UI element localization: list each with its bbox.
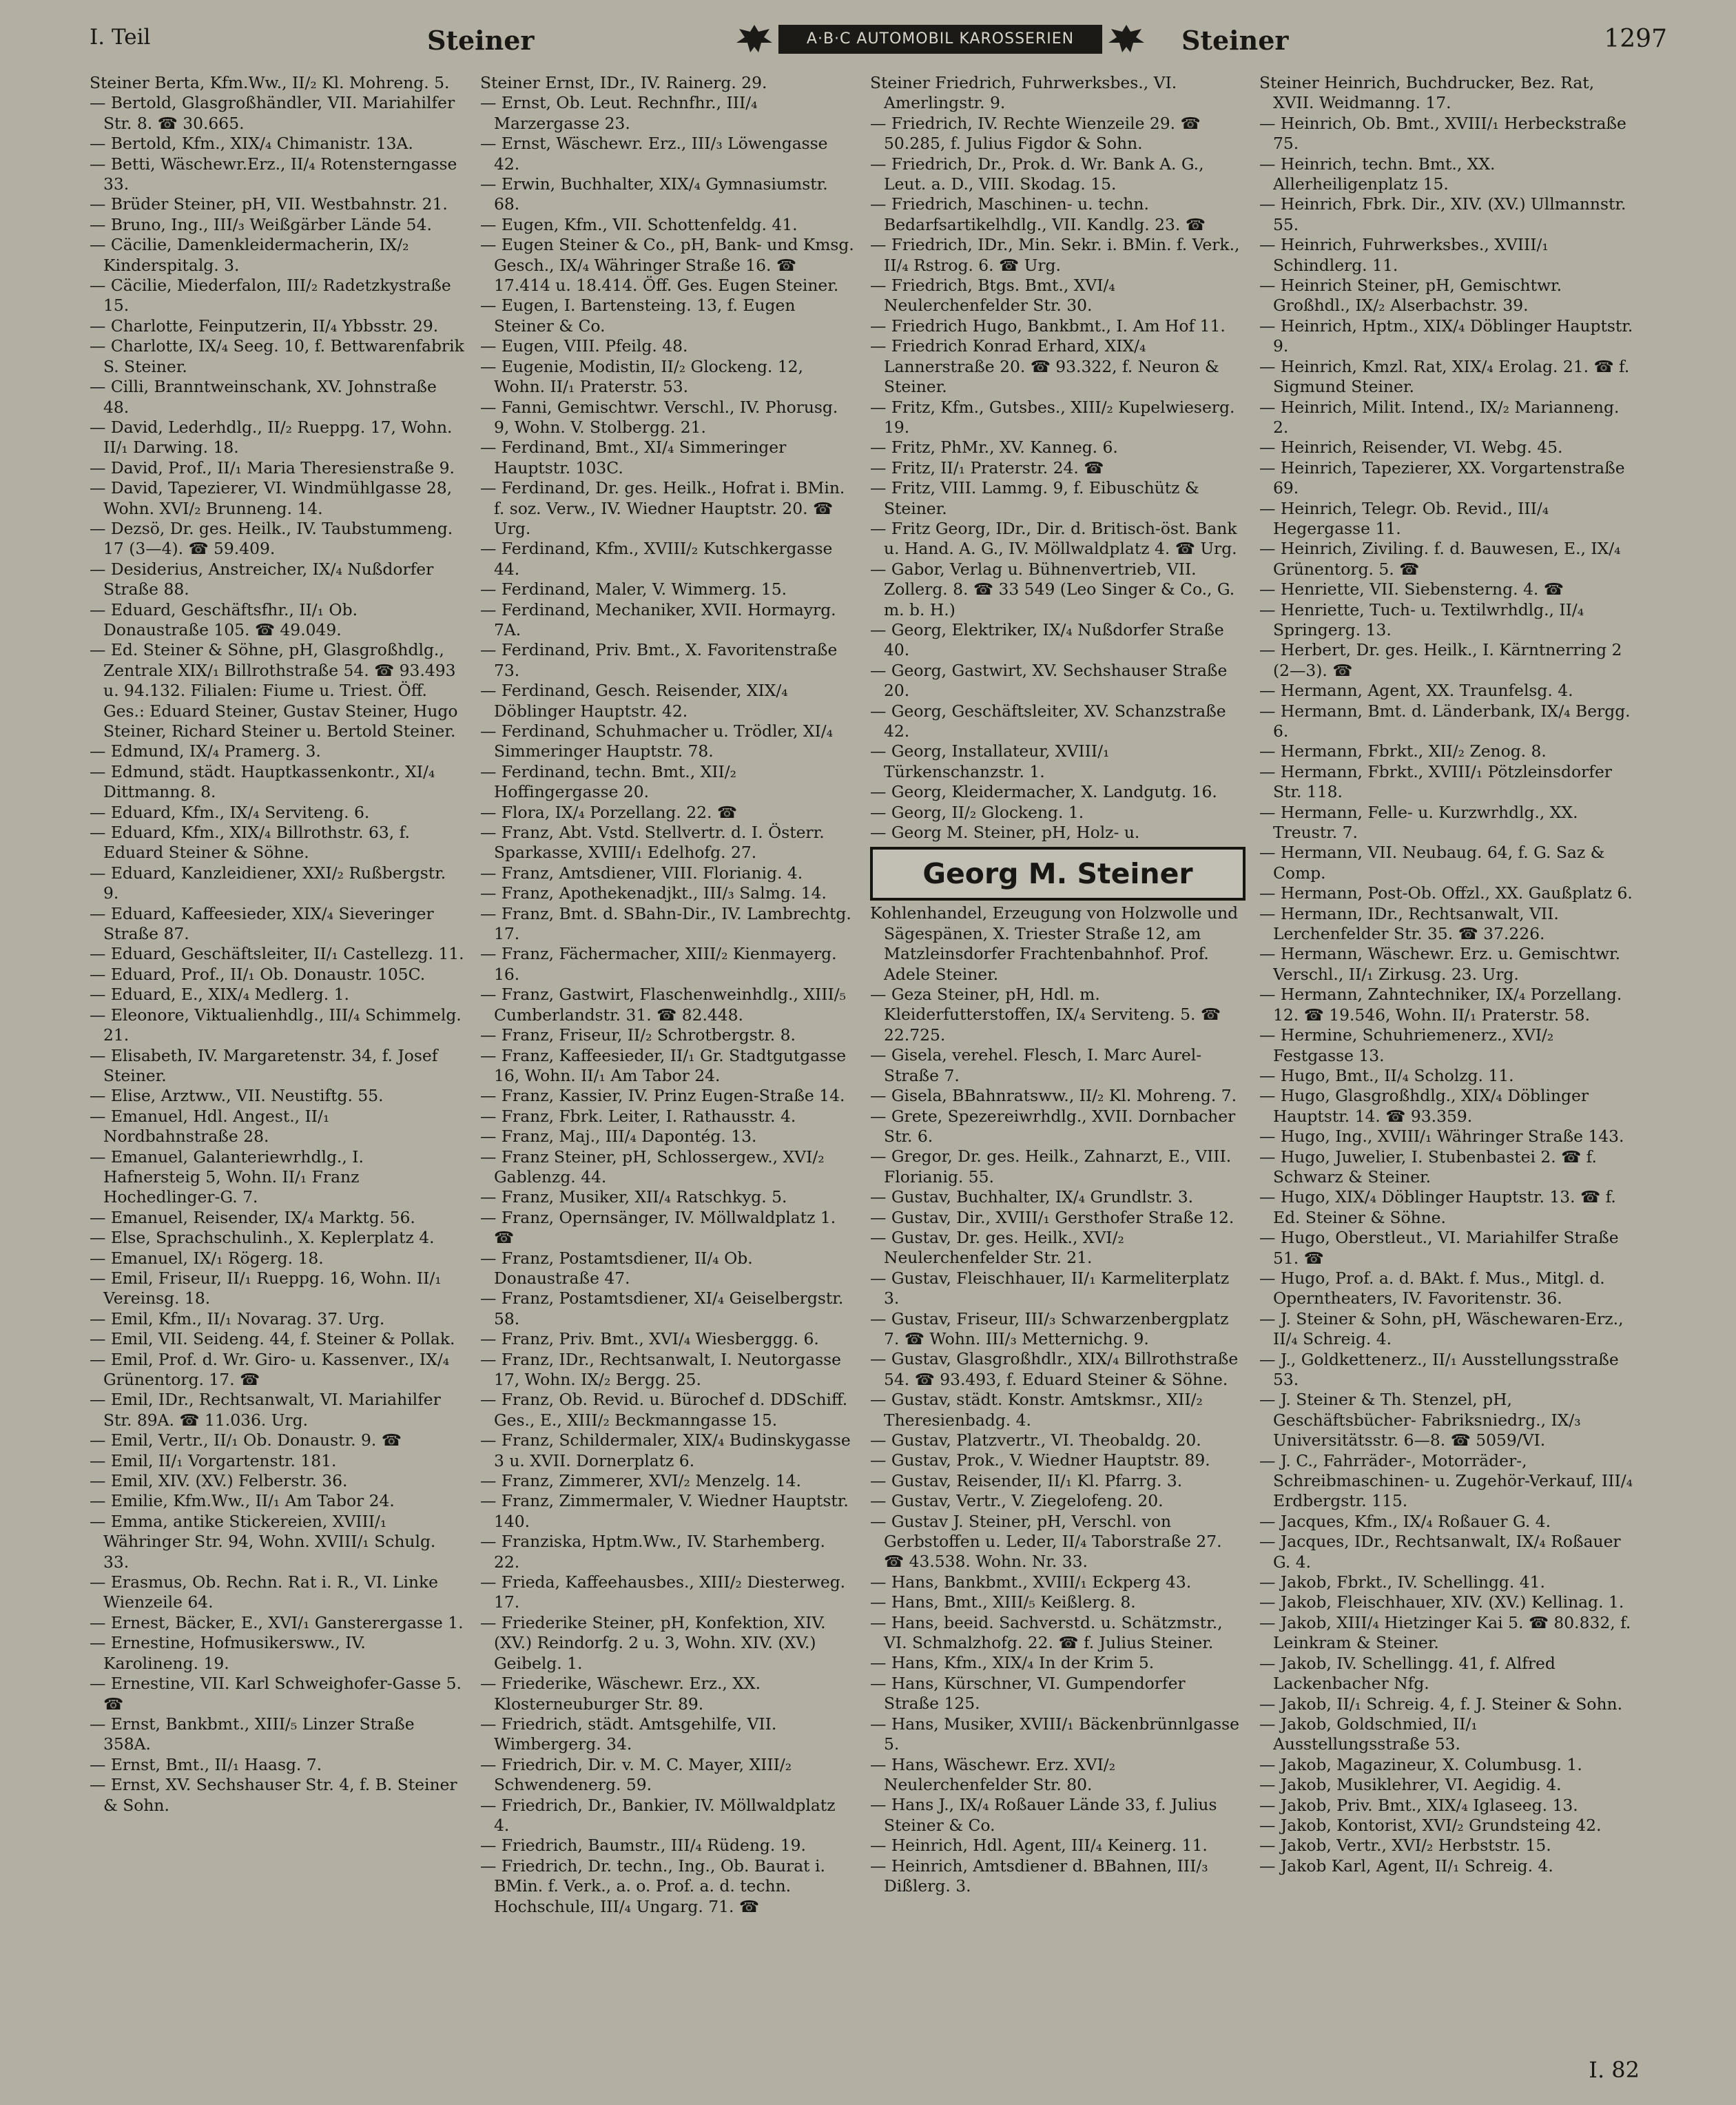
directory-entry: — David, Tapezierer, VI. Windmühlgasse 28, Wohn. XVI/₂ Brunneng. 14. [90,478,453,518]
directory-entry: — Eduard, Geschäftsfhr., II/₁ Ob. Donaustraße 105. ☎ 49.049. [90,599,358,639]
directory-entry: — Franz, Amtsdiener, VIII. Florianig. 4. [480,863,803,883]
directory-entry: — Flora, IX/₄ Porzellang. 22. ☎ [480,802,738,822]
directory-entry: — Franz, Zimmerer, XVI/₂ Menzelg. 14. [480,1471,801,1491]
directory-entry: — Gustav, Prok., V. Wiedner Hauptstr. 89. [870,1450,1210,1470]
directory-entry: — Heinrich, Telegr. Ob. Revid., III/₄ Hegergasse 11. [1259,498,1549,538]
directory-entry: — Jakob, Magazineur, X. Columbusg. 1. [1259,1754,1582,1774]
directory-entry: — Ernst, Bmt., II/₁ Haasg. 7. [90,1754,322,1774]
directory-entry: — Franz, Kaffeesieder, II/₁ Gr. Stadtgutgasse 16, Wohn. II/₁ Am Tabor 24. [480,1045,847,1085]
directory-entry: — David, Prof., II/₁ Maria Theresienstraße 9. [90,458,455,478]
directory-entry: — Grete, Spezereiwrhdlg., XVII. Dornbacher Str. 6. [870,1106,1236,1146]
directory-entry: — Gregor, Dr. ges. Heilk., Zahnarzt, E., VIII. Florianig. 55. [870,1147,1232,1187]
directory-entry: — Ferdinand, Maler, V. Wimmerg. 15. [480,579,787,599]
directory-entry: — Hermann, Fbrkt., XII/₂ Zenog. 8. [1259,741,1547,761]
directory-entry: — Ernst, Ob. Leut. Rechnfhr., III/₄ Marzergasse 23. [480,93,758,133]
directory-entry: — Fritz, Kfm., Gutsbes., XIII/₂ Kupelwieserg. 19. [870,397,1235,437]
directory-entry: — Charlotte, Feinputzerin, II/₄ Ybbsstr. 29. [90,316,439,336]
directory-entry: — Hans, Musiker, XVIII/₁ Bäckenbrünnlgasse 5. [870,1714,1239,1754]
directory-entry: — Eduard, Kfm., XIX/₄ Billrothstr. 63, f. Eduard Steiner & Söhne. [90,823,410,863]
directory-entry: — Hans, beeid. Sachverstd. u. Schätzmstr., VI. Schmalzhofg. 22. ☎ f. Julius Steiner. [870,1612,1223,1653]
directory-entry: — Emanuel, IX/₁ Rögerg. 18. [90,1248,324,1268]
directory-entry: — Erwin, Buchhalter, XIX/₄ Gymnasiumstr. 68. [480,174,828,214]
directory-entry: — Henriette, Tuch- u. Textilwrhdlg., II/₄ Springerg. 13. [1259,599,1584,639]
directory-entry: — Emilie, Kfm.Ww., II/₁ Am Tabor 24. [90,1491,395,1511]
directory-entry: — Franz, Opernsänger, IV. Möllwaldplatz 1. ☎ [480,1207,836,1248]
directory-entry: — Emil, II/₁ Vorgartenstr. 181. [90,1450,337,1470]
directory-entry: — Georg, Geschäftsleiter, XV. Schanzstraße 42. [870,701,1226,741]
directory-entry: — Ferdinand, Gesch. Reisender, XIX/₄ Döblinger Hauptstr. 42. [480,681,788,721]
directory-entry: — Hermine, Schuhriemenerz., XVI/₂ Festgasse 13. [1259,1025,1554,1065]
directory-entry: — Emanuel, Reisender, IX/₄ Marktg. 56. [90,1207,415,1227]
directory-entry: — Betti, Wäschewr.Erz., II/₄ Rotensterngasse 33. [90,154,457,194]
directory-entry: — Emil, IDr., Rechtsanwalt, VI. Mariahilfer Str. 89A. ☎ 11.036. Urg. [90,1390,441,1430]
banner-text: A·B·C AUTOMOBIL KAROSSERIEN [778,25,1102,54]
directory-entry: Steiner Ernst, IDr., IV. Rainerg. 29. [480,73,767,92]
directory-entry: — Elise, Arztww., VII. Neustiftg. 55. [90,1086,384,1106]
directory-entry: — Eugenie, Modistin, II/₂ Glockeng. 12, Wohn. II/₁ Praterstr. 53. [480,356,803,397]
advertisement-box: Georg M. Steiner [870,847,1246,901]
directory-entry: — Friederike, Wäschewr. Erz., XX. Klosterneuburger Str. 89. [480,1674,761,1714]
directory-entry: — Friedrich, Dr. techn., Ing., Ob. Baurat i. BMin. f. Verk., a. o. Prof. a. d. techn. Hochschule, III/₄ Ungarg. 71. ☎ [480,1856,825,1916]
directory-entry: — Hans, Kfm., XIX/₄ In der Krim 5. [870,1653,1155,1673]
directory-entry: — Eduard, E., XIX/₄ Medlerg. 1. [90,985,349,1005]
directory-entry: — Ernst, Wäschewr. Erz., III/₃ Löwengasse 42. [480,134,828,174]
directory-entry: — Franz, Fbrk. Leiter, I. Rathausstr. 4. [480,1106,796,1126]
directory-entry: — Heinrich, Fbrk. Dir., XIV. (XV.) Ullmannstr. 55. [1259,194,1626,234]
directory-entry: — David, Lederhdlg., II/₂ Rueppg. 17, Wohn. II/₁ Darwing. 18. [90,417,453,458]
directory-entry: — Heinrich, Hdl. Agent, III/₄ Keinerg. 11. [870,1836,1208,1856]
directory-entry: — Gustav, Vertr., V. Ziegelofeng. 20. [870,1491,1164,1511]
column-4 [1259,73,1635,2057]
directory-entry: — Friedrich, Dr., Bankier, IV. Möllwaldplatz 4. [480,1795,836,1835]
directory-entry: — Emma, antike Stickereien, XVIII/₁ Währinger Str. 94, Wohn. XVIII/₁ Schulg. 33. [90,1511,436,1572]
eagle-emblem-icon [735,22,774,57]
directory-entry: — J. C., Fahrräder-, Motorräder-, Schreibmaschinen- u. Zugehör-Verkauf, III/₄ Erdbergstr. 115. [1259,1450,1633,1511]
directory-entry: — Eduard, Kanzleidiener, XXI/₂ Rußbergstr. 9. [90,863,446,903]
directory-entry: — Jakob Karl, Agent, II/₁ Schreig. 4. [1259,1856,1553,1876]
directory-entry: — Franz, Apothekenadjkt., III/₃ Salmg. 14. [480,883,827,903]
directory-entry: — Erasmus, Ob. Rechn. Rat i. R., VI. Linke Wienzeile 64. [90,1572,439,1612]
directory-entry: — Jakob, Vertr., XVI/₂ Herbststr. 15. [1259,1836,1551,1856]
directory-entry: — Ernst, Bankbmt., XIII/₅ Linzer Straße 358A. [90,1714,415,1754]
directory-entry: — Jakob, II/₁ Schreig. 4, f. J. Steiner & Sohn. [1259,1694,1623,1714]
directory-entry: — Hermann, Fbrkt., XVIII/₁ Pötzleinsdorfer Str. 118. [1259,761,1612,802]
directory-entry: — Gustav, Dr. ges. Heilk., XVI/₂ Neulerchenfelder Str. 21. [870,1227,1124,1268]
page-header [90,21,1667,62]
directory-entry: — Jakob, XIII/₄ Hietzinger Kai 5. ☎ 80.832, f. Leinkram & Steiner. [1259,1612,1631,1653]
directory-entry: — Hans, Bankbmt., XVIII/₁ Eckperg 43. [870,1572,1192,1592]
directory-entry: — Hugo, Glasgroßhdlg., XIX/₄ Döblinger Hauptstr. 14. ☎ 93.359. [1259,1086,1589,1126]
directory-entry: — Gustav, Platzvertr., VI. Theobaldg. 20. [870,1430,1201,1450]
directory-entry: — Brüder Steiner, pH, VII. Westbahnstr. 21. [90,194,448,214]
signature-mark: I. 82 [1589,2057,1640,2083]
running-head-right: Steiner [1181,25,1289,56]
directory-entry: — Gustav, Fleischhauer, II/₁ Karmeliterplatz 3. [870,1268,1230,1308]
directory-entry: — Friedrich, IV. Rechte Wienzeile 29. ☎ 50.285, f. Julius Figdor & Sohn. [870,113,1201,154]
directory-entry: — Desiderius, Anstreicher, IX/₄ Nußdorfer Straße 88. [90,559,434,599]
directory-entry: Steiner Heinrich, Buchdrucker, Bez. Rat, XVII. Weidmanng. 17. [1259,73,1595,113]
directory-entry: — Franz, Friseur, II/₂ Schrotbergstr. 8. [480,1025,796,1045]
directory-entry: — Franz, Zimmermaler, V. Wiedner Hauptstr. 140. [480,1491,849,1531]
directory-entry: — Herbert, Dr. ges. Heilk., I. Kärntnerring 2 (2—3). ☎ [1259,640,1622,680]
directory-entry: — Eugen Steiner & Co., pH, Bank- und Kmsg. Gesch., IX/₄ Währinger Straße 16. ☎ 17.414 u. 18.414. Öff. Ges. Eugen Steiner. [480,235,854,296]
page-number: 1297 [1604,25,1667,53]
directory-entry: — Jacques, IDr., Rechtsanwalt, IX/₄ Roßauer G. 4. [1259,1532,1621,1572]
eagle-emblem-icon [1107,22,1146,57]
directory-entry: — Edmund, IX/₄ Pramerg. 3. [90,741,321,761]
directory-entry: — Hugo, Oberstleut., VI. Mariahilfer Straße 51. ☎ [1259,1228,1619,1268]
directory-entry: — Friederike Steiner, pH, Konfektion, XIV. (XV.) Reindorfg. 2 u. 3, Wohn. XIV. (XV.) Geibelg. 1. [480,1612,826,1673]
directory-entry: — Ernestine, VII. Karl Schweighofer-Gasse 5. ☎ [90,1674,462,1714]
directory-entry: — Heinrich, Milit. Intend., IX/₂ Marianneng. 2. [1259,397,1620,437]
directory-entry: — Franz, Postamtsdiener, XI/₄ Geiselbergstr. 58. [480,1288,844,1328]
directory-entry: — Hermann, Zahntechniker, IX/₄ Porzellang. 12. ☎ 19.546, Wohn. II/₁ Praterstr. 58. [1259,985,1622,1025]
column-2 [480,73,856,2057]
directory-entry: — Fritz Georg, IDr., Dir. d. Britisch-öst. Bank u. Hand. A. G., IV. Möllwaldplatz 4. ☎ Urg. [870,518,1237,559]
directory-entry: — J. Steiner & Sohn, pH, Wäschewaren-Erz., II/₄ Schreig. 4. [1259,1308,1624,1349]
directory-entry: — Gustav, Dir., XVIII/₁ Gersthofer Straße 12. [870,1207,1234,1227]
directory-entry: — Eduard, Prof., II/₁ Ob. Donaustr. 105C. [90,964,426,984]
directory-entry: — Ernestine, Hofmusikersww., IV. Karolineng. 19. [90,1633,366,1673]
part-label: I. Teil [90,25,151,50]
directory-entry: — Ferdinand, techn. Bmt., XII/₂ Hoffingergasse 20. [480,761,736,802]
directory-entry: — Bertold, Glasgroßhändler, VII. Mariahilfer Str. 8. ☎ 30.665. [90,93,455,133]
directory-entry: — Friedrich, Baumstr., III/₄ Rüdeng. 19. [480,1836,806,1856]
directory-entry: — Gabor, Verlag u. Bühnenvertrieb, VII. Zollerg. 8. ☎ 33 549 (Leo Singer & Co., G. m. b. H.) [870,559,1235,619]
directory-entry: — Eugen, VIII. Pfeilg. 48. [480,336,688,356]
directory-entry: — Gustav, Friseur, III/₃ Schwarzenbergplatz 7. ☎ Wohn. III/₃ Metternichg. 9. [870,1308,1229,1348]
directory-entry: — Emil, VII. Seideng. 44, f. Steiner & Pollak. [90,1329,455,1349]
directory-entry: — Georg, II/₂ Glockeng. 1. [870,802,1084,822]
directory-entry: — Fritz, VIII. Lammg. 9, f. Eibuschütz & Steiner. [870,478,1199,518]
directory-entry: — Heinrich, Amtsdiener d. BBahnen, III/₃ Dißlerg. 3. [870,1856,1208,1896]
directory-entry: — Charlotte, IX/₄ Seeg. 10, f. Bettwarenfabrik S. Steiner. [90,336,464,376]
directory-entry: — Jakob, Kontorist, XVI/₂ Grundsteing 42. [1259,1815,1602,1835]
directory-entry: — Gustav, städt. Konstr. Amtskmsr., XII/₂ Theresienbadg. 4. [870,1390,1203,1430]
directory-entry: — Gustav, Buchhalter, IX/₄ Grundlstr. 3. [870,1187,1194,1207]
directory-entry: — Friedrich Hugo, Bankbmt., I. Am Hof 11. [870,316,1226,336]
directory-entry: — Friedrich, Btgs. Bmt., XVI/₄ Neulerchenfelder Str. 30. [870,276,1115,316]
directory-entry: — Emil, Prof. d. Wr. Giro- u. Kassenver., IX/₄ Grünentorg. 17. ☎ [90,1349,450,1389]
directory-entry: — Hans, Kürschner, VI. Gumpendorfer Straße 125. [870,1673,1186,1714]
directory-entry: — Geza Steiner, pH, Hdl. m. Kleiderfutterstoffen, IX/₄ Serviteng. 5. ☎ 22.725. [870,985,1221,1045]
directory-entry: — Franz, IDr., Rechtsanwalt, I. Neutorgasse 17, Wohn. IX/₂ Bergg. 25. [480,1349,842,1389]
directory-entry: — Fanni, Gemischtwr. Verschl., IV. Phorusg. 9, Wohn. V. Stolbergg. 21. [480,397,838,437]
directory-entry: — Eduard, Kaffeesieder, XIX/₄ Sieveringer Straße 87. [90,903,434,944]
directory-entry: — Franz, Ob. Revid. u. Bürochef d. DDSchiff. Ges., E., XIII/₂ Beckmanngasse 15. [480,1390,848,1430]
directory-entry: — Eduard, Geschäftsleiter, II/₁ Castellezg. 11. [90,944,464,964]
directory-entry: — Eugen, I. Bartensteing. 13, f. Eugen Steiner & Co. [480,296,796,336]
directory-entry: — Fritz, PhMr., XV. Kanneg. 6. [870,438,1118,458]
directory-entry: — Hugo, XIX/₄ Döblinger Hauptstr. 13. ☎ f. Ed. Steiner & Söhne. [1259,1187,1616,1227]
directory-entry: — Cäcilie, Damenkleidermacherin, IX/₂ Kinderspitalg. 3. [90,235,409,275]
directory-entry: — Heinrich, Fuhrwerksbes., XVIII/₁ Schindlerg. 11. [1259,235,1549,275]
advertisement-banner [734,21,1147,59]
directory-entry: Kohlenhandel, Erzeugung von Holzwolle und Sägespänen, X. Triester Straße 12, am Matzleinsdorfer Frachtenbahnhof. Prof. Adele Steiner. [870,903,1239,984]
directory-entry: — Hans, Bmt., XIII/₅ Keißlerg. 8. [870,1592,1136,1612]
directory-entry: — Emanuel, Hdl. Angest., II/₁ Nordbahnstraße 28. [90,1106,330,1147]
directory-entry: — Friedrich, Dir. v. M. C. Mayer, XIII/₂ Schwendenerg. 59. [480,1754,792,1795]
directory-entry: — Fritz, II/₁ Praterstr. 24. ☎ [870,458,1104,478]
directory-entry: — Ferdinand, Priv. Bmt., X. Favoritenstraße 73. [480,640,838,680]
directory-entry: — Ernst, XV. Sechshauser Str. 4, f. B. Steiner & Sohn. [90,1775,457,1815]
directory-entry: — Franz, Postamtsdiener, II/₄ Ob. Donaustraße 47. [480,1248,753,1288]
directory-entry: — Heinrich, Tapezierer, XX. Vorgartenstraße 69. [1259,458,1625,498]
directory-entry: — Heinrich, Hptm., XIX/₄ Döblinger Hauptstr. 9. [1259,316,1633,356]
directory-entry: — Franz Steiner, pH, Schlossergew., XVI/₂ Gablenzg. 44. [480,1147,825,1187]
directory-entry: — Franz, Schildermaler, XIX/₄ Budinskygasse 3 u. XVII. Dornerplatz 6. [480,1430,851,1470]
column-1 [90,73,465,2057]
directory-entry: — Friedrich, IDr., Min. Sekr. i. BMin. f. Verk., II/₄ Rstrog. 6. ☎ Urg. [870,235,1240,275]
directory-entry: — Gisela, BBahnratsww., II/₂ Kl. Mohreng. 7. [870,1086,1237,1106]
directory-entry: — Gisela, verehel. Flesch, I. Marc Aurel-Straße 7. [870,1045,1202,1085]
directory-entry: — J., Goldkettenerz., II/₁ Ausstellungsstraße 53. [1259,1349,1619,1389]
directory-entry: — Heinrich, Kmzl. Rat, XIX/₄ Erolag. 21. ☎ f. Sigmund Steiner. [1259,356,1630,397]
directory-entry: — Georg M. Steiner, pH, Holz- u. [870,823,1140,843]
directory-entry: — Hermann, Agent, XX. Traunfelsg. 4. [1259,681,1573,701]
running-head-left: Steiner [427,25,535,56]
directory-entry: — Franz, Gastwirt, Flaschenweinhdlg., XIII/₅ Cumberlandstr. 31. ☎ 82.448. [480,985,846,1025]
directory-entry: — Friedrich, Maschinen- u. techn. Bedarfsartikelhdlg., VII. Kandlg. 23. ☎ [870,194,1206,234]
directory-entry: — Georg, Elektriker, IX/₄ Nußdorfer Straße 40. [870,619,1224,660]
directory-entry: — Heinrich, techn. Bmt., XX. Allerheiligenplatz 15. [1259,154,1496,194]
directory-entry: — Jakob, Priv. Bmt., XIX/₄ Iglaseeg. 13. [1259,1795,1578,1815]
directory-entry: — Ferdinand, Mechaniker, XVII. Hormayrg. 7A. [480,599,836,639]
directory-entry: — Hugo, Bmt., II/₄ Scholzg. 11. [1259,1065,1514,1085]
directory-entry: — Hermann, VII. Neubaug. 64, f. G. Saz & Comp. [1259,843,1605,883]
directory-entry: — Hermann, Bmt. d. Länderbank, IX/₄ Bergg. 6. [1259,701,1631,741]
directory-entry: — Georg, Kleidermacher, X. Landgutg. 16. [870,782,1217,802]
directory-entry: — Franz, Musiker, XII/₄ Ratschkyg. 5. [480,1187,787,1207]
directory-entry: — Gustav, Glasgroßhdlr., XIX/₄ Billrothstraße 54. ☎ 93.493, f. Eduard Steiner & Söhne. [870,1349,1239,1389]
directory-entry: — Hermann, Wäschewr. Erz. u. Gemischtwr. Verschl., II/₁ Zirkusg. 23. Urg. [1259,944,1621,984]
directory-entry: — Jakob, Goldschmied, II/₁ Ausstellungsstraße 53. [1259,1714,1478,1754]
directory-entry: — Franz, Kassier, IV. Prinz Eugen-Straße 14. [480,1086,845,1106]
directory-entry: Steiner Friedrich, Fuhrwerksbes., VI. Amerlingstr. 9. [870,73,1177,113]
directory-entry: — Jakob, Fleischhauer, XIV. (XV.) Kellinag. 1. [1259,1592,1624,1612]
directory-entry: — Friedrich Konrad Erhard, XIX/₄ Lannerstraße 20. ☎ 93.322, f. Neuron & Steiner. [870,336,1219,397]
directory-entry: — Emil, Vertr., II/₁ Ob. Donaustr. 9. ☎ [90,1430,402,1450]
directory-entry: — Hugo, Juwelier, I. Stubenbastei 2. ☎ f. Schwarz & Steiner. [1259,1147,1597,1187]
directory-entry: — Friedrich, Dr., Prok. d. Wr. Bank A. G., Leut. a. D., VIII. Skodag. 15. [870,154,1204,194]
directory-entry: — Franz, Bmt. d. SBahn-Dir., IV. Lambrechtg. 17. [480,903,851,944]
directory-entry: — Eleonore, Viktualienhdlg., III/₄ Schimmelg. 21. [90,1005,462,1045]
directory-entry: — Hugo, Prof. a. d. BAkt. f. Mus., Mitgl. d. Operntheaters, IV. Favoritenstr. 36. [1259,1268,1605,1308]
directory-entry: — Franz, Fächermacher, XIII/₂ Kienmayerg. 16. [480,944,837,984]
directory-entry: — Gustav, Reisender, II/₁ Kl. Pfarrg. 3. [870,1470,1183,1490]
directory-entry: — Hans, Wäschewr. Erz. XVI/₂ Neulerchenfelder Str. 80. [870,1754,1116,1794]
directory-entry: — Bruno, Ing., III/₃ Weißgärber Lände 54. [90,214,432,234]
directory-entry: — Jakob, Fbrkt., IV. Schellingg. 41. [1259,1572,1545,1592]
directory-entry: — Georg, Gastwirt, XV. Sechshauser Straße 20. [870,660,1228,701]
directory-entry: — Jakob, IV. Schellingg. 41, f. Alfred Lackenbacher Nfg. [1259,1653,1556,1694]
directory-entry: — J. Steiner & Th. Stenzel, pH, Geschäftsbücher- Fabriksniedrg., IX/₃ Universitätsstr. 6—8. ☎ 5059/VI. [1259,1390,1581,1450]
directory-entry: — Ed. Steiner & Söhne, pH, Glasgroßhdlg., Zentrale XIX/₁ Billrothstraße 54. ☎ 93.493 u. 94.132. Filialen: Fiume u. Triest. Öff. Ges.: Eduard Steiner, Gustav Steiner, Hugo Steiner, Richard Steiner u. Bertold Steiner. [90,640,458,741]
directory-entry: — Jacques, Kfm., IX/₄ Roßauer G. 4. [1259,1511,1551,1531]
directory-entry: — Ernest, Bäcker, E., XVI/₁ Gansterergasse 1. [90,1612,464,1632]
directory-entry: — Frieda, Kaffeehausbes., XIII/₂ Diesterweg. 17. [480,1572,846,1612]
directory-entry: Steiner Berta, Kfm.Ww., II/₂ Kl. Mohreng. 5. [90,73,450,92]
directory-entry: — Franz, Maj., III/₄ Dapontég. 13. [480,1127,757,1147]
directory-entry: — Emanuel, Galanteriewrhdlg., I. Hafnersteig 5, Wohn. II/₁ Franz Hochedlinger-G. 7. [90,1147,364,1207]
directory-entry: — Emil, Kfm., II/₁ Novarag. 37. Urg. [90,1308,385,1328]
directory-entry: — Heinrich, Ob. Bmt., XVIII/₁ Herbeckstraße 75. [1259,113,1626,154]
directory-entry: — Ferdinand, Dr. ges. Heilk., Hofrat i. BMin. f. soz. Verw., IV. Wiedner Hauptstr. 20. ☎ Urg. [480,478,845,538]
directory-entry: — Franz, Abt. Vstd. Stellvertr. d. I. Österr. Sparkasse, XVIII/₁ Edelhofg. 27. [480,823,825,863]
directory-entry: — Hans J., IX/₄ Roßauer Lände 33, f. Julius Steiner & Co. [870,1795,1217,1835]
directory-entry: — Ferdinand, Schuhmacher u. Trödler, XI/₄ Simmeringer Hauptstr. 78. [480,721,833,761]
directory-entry: — Edmund, städt. Hauptkassenkontr., XI/₄ Dittmanng. 8. [90,761,435,802]
directory-entry: — Hugo, Ing., XVIII/₁ Währinger Straße 143. [1259,1127,1624,1147]
directory-entry: — Elisabeth, IV. Margaretenstr. 34, f. Josef Steiner. [90,1045,438,1085]
directory-entry: — Heinrich, Reisender, VI. Webg. 45. [1259,438,1563,458]
directory-entry: — Hermann, Felle- u. Kurzwrhdlg., XX. Treustr. 7. [1259,802,1578,843]
directory-entry: — Else, Sprachschulinh., X. Keplerplatz 4. [90,1228,435,1248]
directory-entry: — Friedrich, städt. Amtsgehilfe, VII. Wimbergerg. 34. [480,1714,777,1754]
directory-entry: — Hermann, Post-Ob. Offzl., XX. Gaußplatz 6. [1259,883,1633,903]
directory-entry: — Bertold, Kfm., XIX/₄ Chimanistr. 13A. [90,134,413,154]
directory-entry: — Heinrich Steiner, pH, Gemischtwr. Großhdl., IX/₂ Alserbachstr. 39. [1259,276,1562,316]
directory-entry: — Gustav J. Steiner, pH, Verschl. von Gerbstoffen u. Leder, II/₄ Taborstraße 27. ☎ 43.538. Wohn. Nr. 33. [870,1511,1222,1572]
directory-entry: — Cäcilie, Miederfalon, III/₂ Radetzkystraße 15. [90,276,451,316]
directory-entry: — Dezsö, Dr. ges. Heilk., IV. Taubstummeng. 17 (3—4). ☎ 59.409. [90,518,453,559]
directory-entry: — Emil, Friseur, II/₁ Rueppg. 16, Wohn. II/₁ Vereinsg. 18. [90,1268,442,1308]
directory-entry: — Eugen, Kfm., VII. Schottenfeldg. 41. [480,214,798,234]
directory-entry: — Henriette, VII. Siebensterng. 4. ☎ [1259,579,1564,599]
directory-entry: — Heinrich, Ziviling. f. d. Bauwesen, E., IX/₄ Grünentorg. 5. ☎ [1259,539,1621,579]
directory-entry: — Cilli, Branntweinschank, XV. Johnstraße 48. [90,377,437,417]
column-3 [870,73,1246,2057]
directory-entry: — Emil, XIV. (XV.) Felberstr. 36. [90,1471,348,1491]
directory-entry: — Jakob, Musiklehrer, VI. Aegidig. 4. [1259,1775,1562,1795]
directory-entry: — Eduard, Kfm., IX/₄ Serviteng. 6. [90,802,370,822]
directory-entry: — Ferdinand, Kfm., XVIII/₂ Kutschkergasse 44. [480,539,833,579]
directory-entry: — Ferdinand, Bmt., XI/₄ Simmeringer Hauptstr. 103C. [480,438,787,478]
directory-entry: — Hermann, IDr., Rechtsanwalt, VII. Lerchenfelder Str. 35. ☎ 37.226. [1259,903,1559,944]
directory-entry: — Georg, Installateur, XVIII/₁ Türkenschanzstr. 1. [870,741,1110,781]
directory-entry: — Franziska, Hptm.Ww., IV. Starhemberg. 22. [480,1532,825,1572]
directory-entry: — Franz, Priv. Bmt., XVI/₄ Wiesberggg. 6. [480,1329,819,1349]
